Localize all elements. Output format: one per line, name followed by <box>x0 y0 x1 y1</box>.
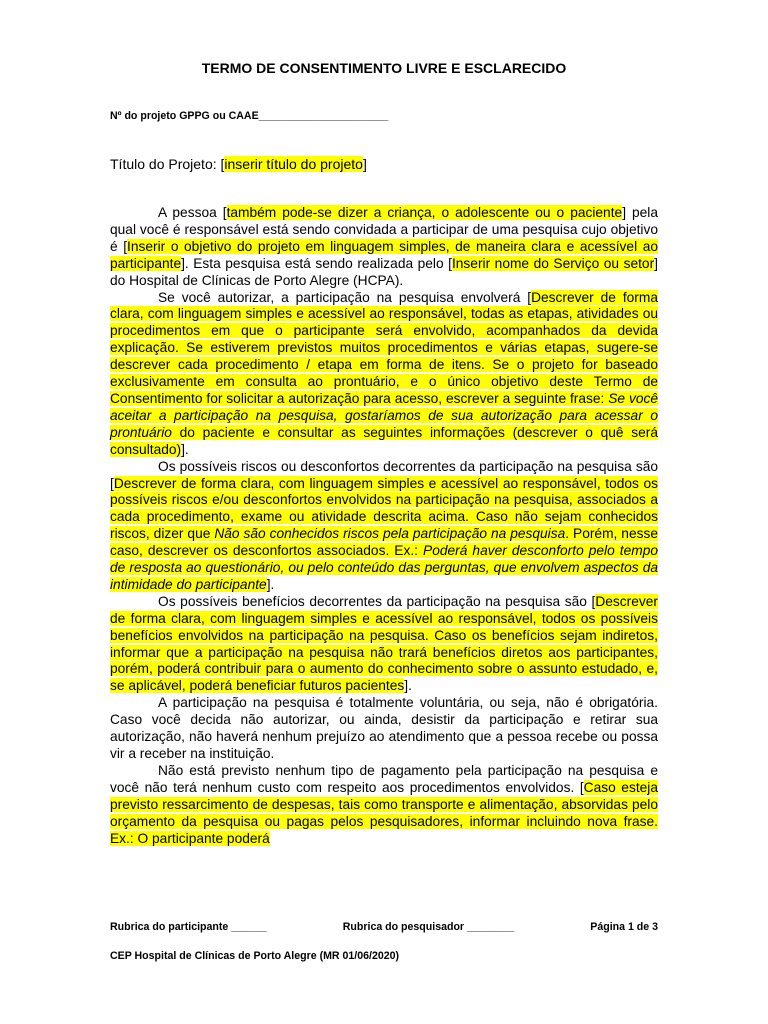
paragraph-text: ] do Hospital de Clínicas de Porto Alegre (HCPA). <box>110 255 658 288</box>
placeholder-highlight: Inserir nome do Serviço ou setor <box>451 255 655 271</box>
placeholder-highlight: Descrever de forma clara, com linguagem simples e acessível ao responsável, todos os possíveis benefícios envolvidos na participação na pesquisa. Caso os benefícios sejam indiretos, informar que a participação na pesquisa não trará benefícios diretos aos participantes, porém, poderá contribuir para o aumento do conhecimento sobre o assunto estudado, e, se aplicável, poderá beneficiar futuros pacientes <box>110 593 658 694</box>
paragraph-text: ] pela qual você é responsável está sendo convidada a participar de uma pesquisa cujo objetivo é [ <box>110 205 658 254</box>
participant-rubric: Rubrica do participante ______ <box>110 921 267 933</box>
paragraph-procedures <box>110 290 658 459</box>
document-title: TERMO DE CONSENTIMENTO LIVRE E ESCLARECIDO <box>201 60 567 76</box>
project-title-label: Título do Projeto: <box>110 156 221 172</box>
consent-body <box>110 205 658 847</box>
paragraph-voluntary <box>110 695 658 763</box>
paragraph-text: ]. <box>266 576 275 592</box>
bracket-close: ] <box>362 156 367 172</box>
placeholder-highlight: Inserir o objetivo do projeto em linguagem simples, de maneira clara e acessível ao participante <box>110 238 658 271</box>
bracket-open: [ <box>220 156 225 172</box>
placeholder-highlight: também pode-se dizer a criança, o adolescente ou o paciente <box>226 205 623 220</box>
placeholder-highlight-italic: Não são conhecidos riscos pela participação na pesquisa <box>214 526 566 542</box>
project-number-label: Nº do projeto GPPG ou CAAE <box>110 110 259 122</box>
project-number-line <box>110 109 388 123</box>
placeholder-highlight-italic: Poderá haver desconforto pelo tempo de resposta ao questionário, ou pelo conteúdo das perguntas, que envolvem aspectos da intimidade do participante <box>110 543 659 592</box>
paragraph-text: ]. <box>181 441 189 457</box>
paragraph-text: Não está previsto nenhum tipo de pagamento pela participação na pesquisa e você não terá nenhum custo com respeito aos procedimentos envolvidos. [ <box>110 762 658 795</box>
project-number-blank: ______________________ <box>258 110 389 122</box>
placeholder-highlight: . Porém, nesse caso, descrever os desconfortos associados. Ex.: <box>110 526 658 559</box>
placeholder-highlight-italic: Se você aceitar a participação na pesquisa, gostaríamos de sua autorização para acessar o prontuário <box>110 390 658 440</box>
placeholder-highlight: Descrever de forma clara, com linguagem simples e acessível ao responsável, todos os possíveis riscos e/ou desconfortos envolvidos na participação na pesquisa, associados a cada procedimento, exame ou atividade descrita acima. Caso não sejam conhecidos riscos, dizer que <box>110 475 658 542</box>
paragraph-text: A participação na pesquisa é totalmente voluntária, ou seja, não é obrigatória. Caso você decida não autorizar, ou ainda, desistir da participação e retirar sua autorização, não haverá nenhum prejuízo ao atendimento que a pessoa recebe ou possa vir a receber na instituição. <box>110 695 658 761</box>
placeholder-highlight: Caso esteja previsto ressarcimento de despesas, tais como transporte e alimentação, absorvidas pelo orçamento da pesquisa ou pagas pelos pesquisadores, informar incluindo nova frase. Ex.: O participante poderá <box>110 779 658 846</box>
page-number: Página 1 de 3 <box>590 921 658 933</box>
paragraph-risks <box>110 459 658 594</box>
cep-footer-line: CEP Hospital de Clínicas de Porto Alegre (MR 01/06/2020) <box>110 950 400 962</box>
paragraph-text: Os possíveis benefícios decorrentes da participação na pesquisa são [ <box>158 593 596 609</box>
placeholder-highlight: do paciente e consultar as seguintes informações (descrever o quê será consultado) <box>110 424 658 457</box>
paragraph-text: Se você autorizar, a participação na pesquisa envolverá [ <box>158 289 532 305</box>
paragraph-benefits <box>110 594 658 695</box>
paragraph-text: A pessoa [ <box>158 205 227 220</box>
paragraph-costs <box>110 763 658 848</box>
placeholder-highlight: Descrever de forma clara, com linguagem simples e acessível ao responsável, todas as etapas, atividades ou procedimentos em que o participante será envolvido, acompanhados da devida explicação. Se estiverem previstos muitos procedimentos e várias etapas, sugere-se descrever cada procedimento / etapa em forma de itens. Se o projeto for baseado exclusivamente em consulta ao prontuário, e o único objetivo deste Termo de Consentimento for solicitar a autorização para acesso, escrever a seguinte frase: <box>110 289 658 406</box>
paragraph-text: Os possíveis riscos ou desconfortos decorrentes da participação na pesquisa são [ <box>110 458 658 491</box>
project-title-line <box>110 155 367 173</box>
paragraph-text: ]. <box>404 678 412 694</box>
researcher-rubric: Rubrica do pesquisador ________ <box>342 921 515 933</box>
project-title-placeholder: inserir título do projeto <box>224 156 363 172</box>
paragraph-text: ]. Esta pesquisa está sendo realizada pelo [ <box>181 255 452 271</box>
paragraph-participation-invitation <box>110 205 658 290</box>
rubric-footer <box>110 920 658 934</box>
